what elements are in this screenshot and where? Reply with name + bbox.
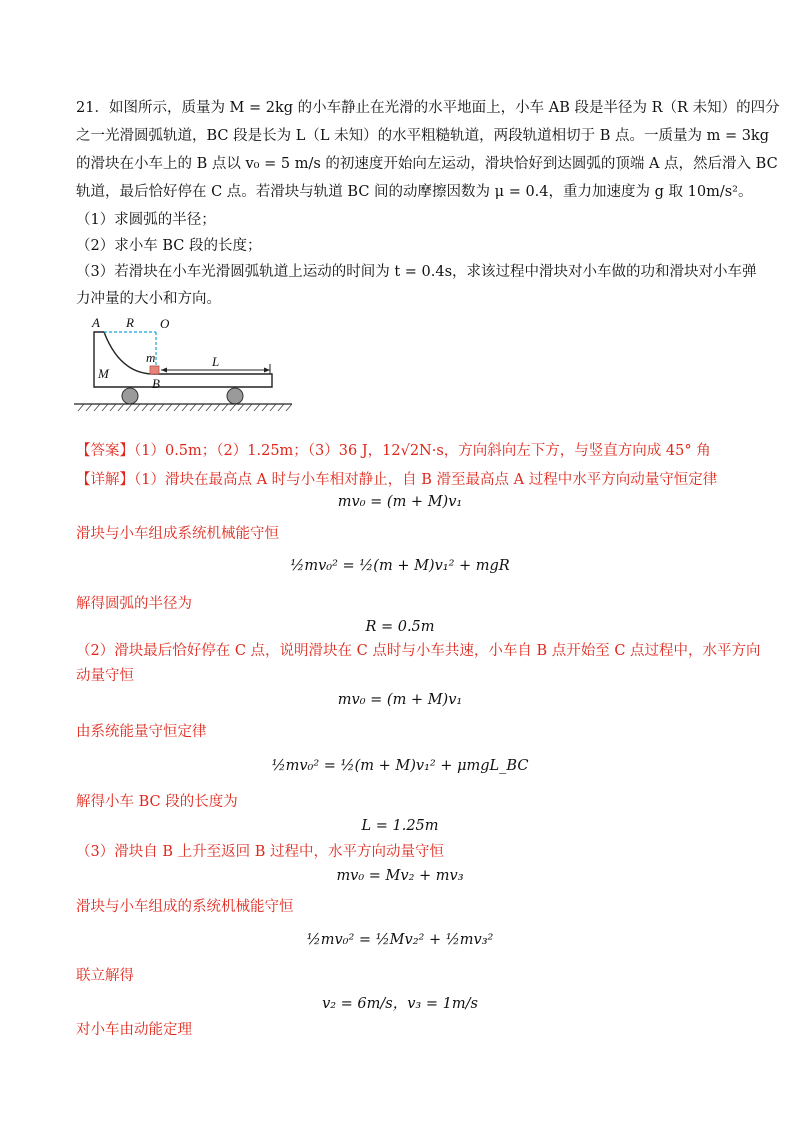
cart-track-figure (74, 312, 294, 422)
wheel-right (227, 388, 243, 404)
subquestion-2: （2）求小车 BC 段的长度； (76, 238, 262, 254)
detail-p1: （1）滑块在最高点 A 时与小车相对静止，自 B 滑至最高点 A 过程中水平方向动量守恒定律 (134, 472, 718, 488)
equation-8: ½mv₀² = ½Mv₂² + ½mv₃² (306, 932, 494, 948)
equation-7: mv₀ = Mv₂ + mv₃ (336, 868, 464, 884)
label-R: R (126, 315, 134, 330)
label-M: M (98, 366, 109, 381)
detail-p10: 对小车由动能定理 (76, 1022, 192, 1038)
equation-3: R = 0.5m (365, 619, 435, 635)
answer-text: （1）0.5m；（2）1.25m；（3）36 J，12√2N·s，方向斜向左下方，与竖直方向成 45° 角 (134, 443, 711, 459)
question-line-3: 的滑块在小车上的 B 点以 v₀ = 5 m/s 的初速度开始向左运动，滑块恰好到达圆弧的顶端 A 点，然后滑入 BC (76, 156, 778, 172)
answer-line (76, 441, 711, 461)
question-line-2: 之一光滑圆弧轨道，BC 段是长为 L（L 未知）的水平粗糙轨道，两段轨道相切于 B 点。一质量为 m = 3kg (76, 128, 769, 144)
detail-tag: 【详解】 (76, 472, 134, 488)
label-B: B (152, 376, 160, 391)
detail-line-1 (76, 470, 717, 490)
detail-p4a: （2）滑块最后恰好停在 C 点，说明滑块在 C 点时与小车共速，小车自 B 点开始至 C 点过程中，水平方向 (76, 643, 761, 659)
subquestion-3-line-1: （3）若滑块在小车光滑圆弧轨道上运动的时间为 t = 0.4s，求该过程中滑块对小车做的功和滑块对小车弹 (76, 264, 757, 280)
equation-4: mv₀ = (m + M)v₁ (337, 692, 463, 708)
detail-p9: 联立解得 (76, 968, 134, 984)
detail-p3: 解得圆弧的半径为 (76, 596, 192, 612)
equation-9: v₂ = 6m/s，v₃ = 1m/s (322, 996, 478, 1012)
detail-p6: 解得小车 BC 段的长度为 (76, 794, 238, 810)
equation-1: mv₀ = (m + M)v₁ (337, 494, 463, 510)
label-m: m (146, 350, 156, 365)
slider-block (150, 366, 159, 374)
subquestion-1: （1）求圆弧的半径； (76, 212, 216, 228)
label-O: O (160, 316, 170, 331)
subquestion-3-line-2: 力冲量的大小和方向。 (76, 291, 221, 307)
detail-p7: （3）滑块自 B 上升至返回 B 过程中，水平方向动量守恒 (76, 844, 444, 860)
equation-6: L = 1.25m (361, 818, 439, 834)
equation-2: ½mv₀² = ½(m + M)v₁² + mgR (290, 558, 510, 574)
detail-p4b: 动量守恒 (76, 668, 134, 684)
detail-p5: 由系统能量守恒定律 (76, 724, 207, 740)
wheel-left (122, 388, 138, 404)
question-line-1: 21．如图所示，质量为 M = 2kg 的小车静止在光滑的水平地面上，小车 AB 段是半径为 R（R 未知）的四分 (76, 100, 780, 116)
detail-p8: 滑块与小车组成的系统机械能守恒 (76, 899, 294, 915)
detail-p2: 滑块与小车组成系统机械能守恒 (76, 526, 279, 542)
answer-tag: 【答案】 (76, 443, 134, 459)
label-L: L (212, 354, 220, 369)
equation-5: ½mv₀² = ½(m + M)v₁² + μmgL_BC (271, 758, 529, 774)
question-line-4: 轨道，最后恰好停在 C 点。若滑块与轨道 BC 间的动摩擦因数为 μ = 0.4，重力加速度为 g 取 10m/s²。 (76, 184, 753, 200)
cart-body (94, 332, 272, 387)
label-A: A (92, 315, 100, 330)
